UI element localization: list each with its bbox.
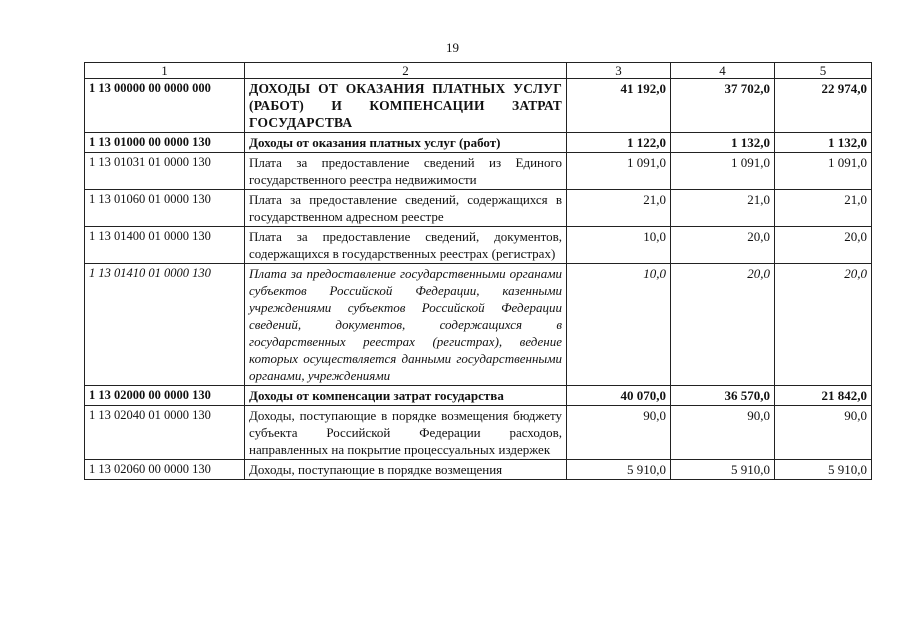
budget-code: 1 13 01410 01 0000 130: [85, 264, 245, 386]
column-header: 2: [245, 63, 567, 79]
value-col-5: 21,0: [775, 190, 872, 227]
page-number: 19: [446, 40, 459, 55]
value-col-4: 5 910,0: [671, 460, 775, 480]
table-row: [85, 227, 872, 264]
table-row: [85, 460, 872, 480]
column-number-row: [85, 63, 872, 79]
value-col-5: 5 910,0: [775, 460, 872, 480]
value-col-4: 1 091,0: [671, 153, 775, 190]
budget-code: 1 13 02000 00 0000 130: [85, 386, 245, 406]
table-row: [85, 79, 872, 133]
value-col-5: 20,0: [775, 227, 872, 264]
budget-code: 1 13 01400 01 0000 130: [85, 227, 245, 264]
revenue-name: ДОХОДЫ ОТ ОКАЗАНИЯ ПЛАТНЫХ УСЛУГ (РАБОТ) И КОМПЕНСАЦИИ ЗАТРАТ ГОСУДАРСТВА: [245, 79, 567, 133]
table-row: [85, 133, 872, 153]
value-col-3: 1 091,0: [567, 153, 671, 190]
value-col-4: 20,0: [671, 227, 775, 264]
budget-code: 1 13 01060 01 0000 130: [85, 190, 245, 227]
value-col-3: 90,0: [567, 406, 671, 460]
value-col-5: 90,0: [775, 406, 872, 460]
value-col-5: 20,0: [775, 264, 872, 386]
value-col-3: 1 122,0: [567, 133, 671, 153]
revenue-name: Плата за предоставление сведений, содержащихся в государственном адресном реестре: [245, 190, 567, 227]
value-col-3: 41 192,0: [567, 79, 671, 133]
value-col-3: 21,0: [567, 190, 671, 227]
value-col-3: 5 910,0: [567, 460, 671, 480]
budget-code: 1 13 02040 01 0000 130: [85, 406, 245, 460]
value-col-4: 37 702,0: [671, 79, 775, 133]
value-col-3: 40 070,0: [567, 386, 671, 406]
revenue-name: Плата за предоставление сведений из Единого государственного реестра недвижимости: [245, 153, 567, 190]
revenue-name: Доходы от компенсации затрат государства: [245, 386, 567, 406]
revenue-table: [84, 62, 872, 480]
value-col-4: 20,0: [671, 264, 775, 386]
table-row: [85, 386, 872, 406]
column-header: 4: [671, 63, 775, 79]
column-header: 3: [567, 63, 671, 79]
value-col-4: 90,0: [671, 406, 775, 460]
value-col-5: 1 132,0: [775, 133, 872, 153]
revenue-name: Плата за предоставление сведений, документов, содержащихся в государственных реестрах (регистрах): [245, 227, 567, 264]
revenue-name: Доходы, поступающие в порядке возмещения бюджету субъекта Российской Федерации расходов, направленных на покрытие процессуальных издержек: [245, 406, 567, 460]
budget-code: 1 13 01000 00 0000 130: [85, 133, 245, 153]
revenue-name: Доходы от оказания платных услуг (работ): [245, 133, 567, 153]
value-col-4: 21,0: [671, 190, 775, 227]
value-col-5: 1 091,0: [775, 153, 872, 190]
table-row: [85, 153, 872, 190]
column-header: 1: [85, 63, 245, 79]
value-col-4: 1 132,0: [671, 133, 775, 153]
value-col-5: 22 974,0: [775, 79, 872, 133]
value-col-4: 36 570,0: [671, 386, 775, 406]
budget-code: 1 13 02060 00 0000 130: [85, 460, 245, 480]
budget-code: 1 13 01031 01 0000 130: [85, 153, 245, 190]
value-col-3: 10,0: [567, 264, 671, 386]
table-row: [85, 190, 872, 227]
revenue-name: Доходы, поступающие в порядке возмещения: [245, 460, 567, 480]
table-row: [85, 406, 872, 460]
table-row: [85, 264, 872, 386]
revenue-name: Плата за предоставление государственными органами субъектов Российской Федерации, казенными учреждениями субъектов Российской Федерации сведений, документов, содержащихся в государственных реестрах (регистрах), ведение которых осуществляется данными государственными органами, учреждениями: [245, 264, 567, 386]
column-header: 5: [775, 63, 872, 79]
value-col-3: 10,0: [567, 227, 671, 264]
value-col-5: 21 842,0: [775, 386, 872, 406]
budget-code: 1 13 00000 00 0000 000: [85, 79, 245, 133]
